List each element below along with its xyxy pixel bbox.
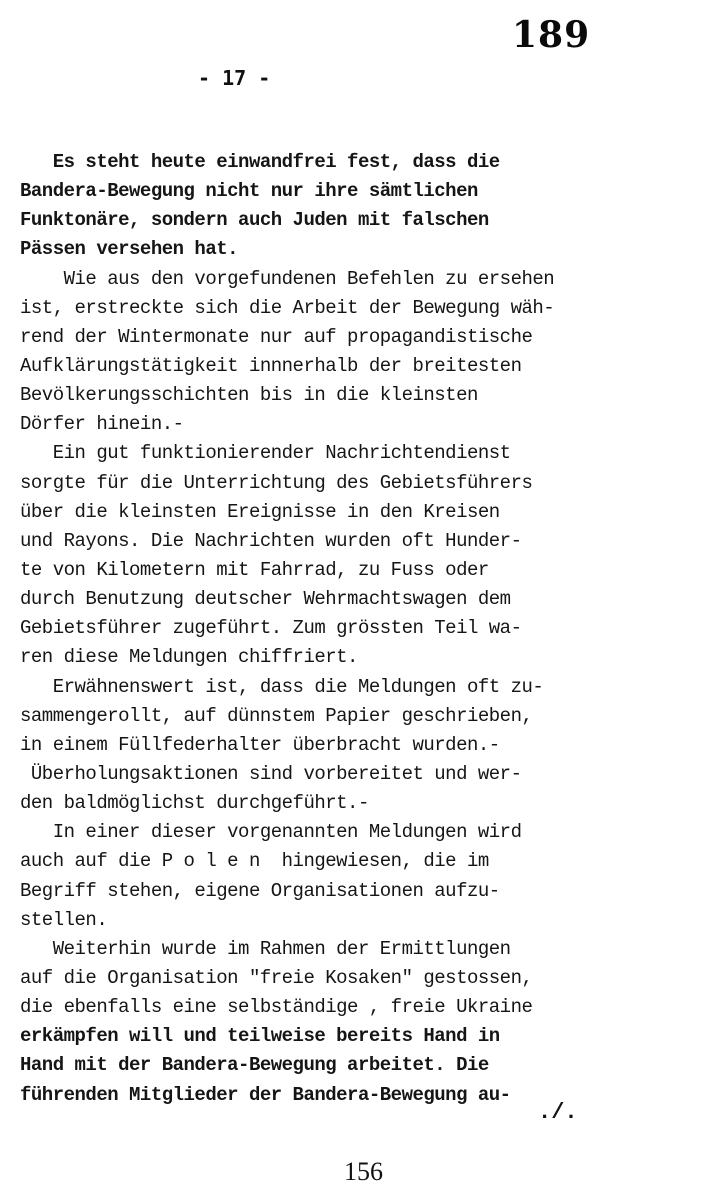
text-line: erkämpfen will und teilweise bereits Hand in xyxy=(20,1025,500,1048)
archive-page-number: 189 xyxy=(512,14,591,56)
text-line: Ein gut funktionierender Nachrichtendienst xyxy=(20,442,511,465)
text-line: Begriff stehen, eigene Organisationen aufzu- xyxy=(20,879,500,902)
text-line: sammengerollt, auf dünnstem Papier geschrieben, xyxy=(20,704,533,727)
text-line: Hand mit der Bandera-Bewegung arbeitet. Die xyxy=(20,1054,489,1077)
text-line: Überholungsaktionen sind vorbereitet und wer- xyxy=(20,762,522,785)
document-body xyxy=(20,148,710,1110)
text-line: Bandera-Bewegung nicht nur ihre sämtlichen xyxy=(20,180,478,203)
text-line: in einem Füllfederhalter überbracht wurden.- xyxy=(20,733,500,756)
text-line: stellen. xyxy=(20,908,108,931)
text-line: Es steht heute einwandfrei fest, dass die xyxy=(20,151,500,173)
text-line: Aufklärungstätigkeit innnerhalb der breitesten xyxy=(20,354,522,377)
footer-page-number: 156 xyxy=(344,1157,383,1186)
text-line: Funktonäre, sondern auch Juden mit falschen xyxy=(20,209,489,232)
text-line: Pässen versehen hat. xyxy=(20,238,239,261)
document-page-number: - 17 - xyxy=(198,66,271,90)
text-line: te von Kilometern mit Fahrrad, zu Fuss oder xyxy=(20,558,489,581)
text-line: über die kleinsten Ereignisse in den Kreisen xyxy=(20,500,500,523)
text-line: Gebietsführer zugeführt. Zum grössten Teil wa- xyxy=(20,617,522,640)
text-line: Bevölkerungsschichten bis in die kleinsten xyxy=(20,384,478,407)
text-line: In einer dieser vorgenannten Meldungen wird xyxy=(20,821,522,844)
continuation-mark: ./. xyxy=(538,1100,578,1125)
text-line: Weiterhin wurde im Rahmen der Ermittlungen xyxy=(20,937,511,960)
text-line: Dörfer hinein.- xyxy=(20,413,184,436)
text-line: sorgte für die Unterrichtung des Gebietsführers xyxy=(20,471,533,494)
text-line: Wie aus den vorgefundenen Befehlen zu ersehen xyxy=(20,267,555,290)
text-line: auch auf die P o l e n hingewiesen, die im xyxy=(20,850,489,873)
text-line: und Rayons. Die Nachrichten wurden oft Hunder- xyxy=(20,529,522,552)
text-line: den baldmöglichst durchgeführt.- xyxy=(20,792,369,815)
text-line: ist, erstreckte sich die Arbeit der Bewegung wäh- xyxy=(20,296,555,319)
text-line: führenden Mitglieder der Bandera-Bewegung au- xyxy=(20,1083,511,1106)
text-line: durch Benutzung deutscher Wehrmachtswagen dem xyxy=(20,588,511,611)
text-line: auf die Organisation "freie Kosaken" gestossen, xyxy=(20,966,533,989)
text-line: die ebenfalls eine selbständige , freie Ukraine xyxy=(20,996,533,1019)
text-line: ren diese Meldungen chiffriert. xyxy=(20,646,358,669)
text-line: rend der Wintermonate nur auf propagandistische xyxy=(20,325,533,348)
text-line: Erwähnenswert ist, dass die Meldungen oft zu- xyxy=(20,675,544,698)
